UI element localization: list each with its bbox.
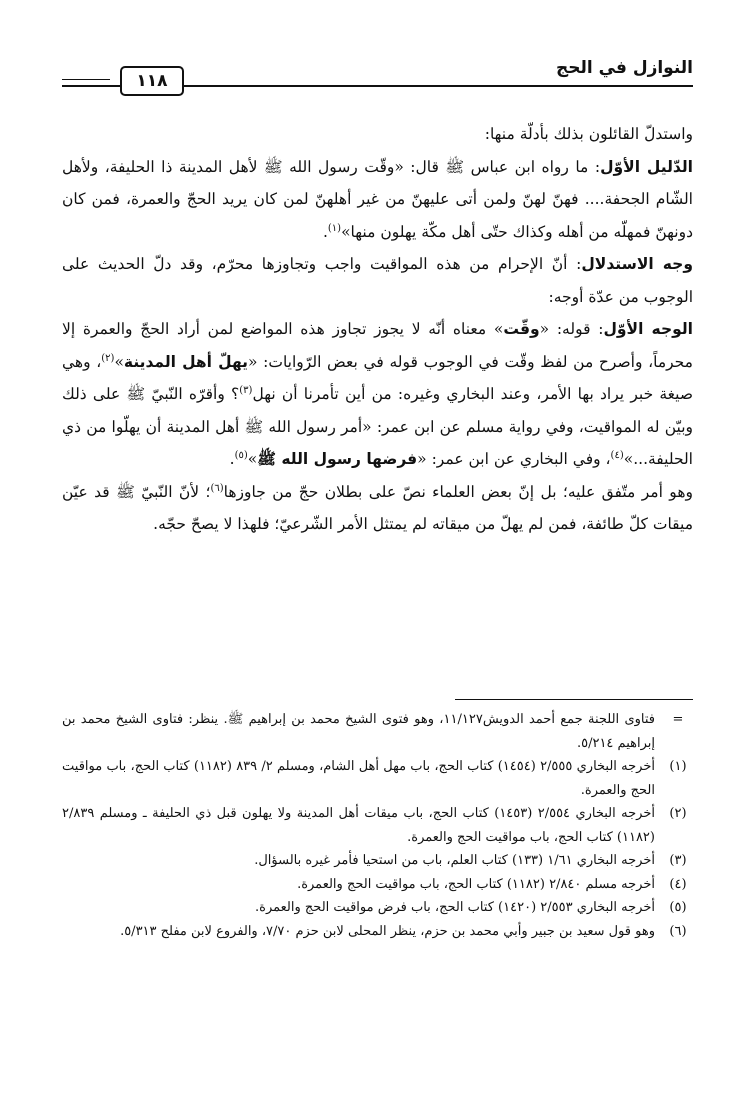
inference-text: : أنّ الإحرام من هذه المواقيت واجب وتجاوزها محرّم، وقد دلّ الحديث على الوجوب من عدّة أوجه: xyxy=(62,255,693,306)
first-evidence-paragraph xyxy=(62,151,693,249)
main-text xyxy=(62,118,693,541)
first-aspect-paragraph xyxy=(62,313,693,476)
first-aspect-text-b: » معناه أنّه لا يجوز تجاوز هذه المواضع لمن أراد الحجّ والعمرة إلا محرماً، وأصرح من لفظ وقّت في الوجوب قوله في بعض الرّوايات: « xyxy=(62,320,693,371)
footnote-text: أخرجه البخاري ٢/٥٥٣ (١٤٢٠) كتاب الحج، باب فرض مواقيت الحج والعمرة. xyxy=(255,900,655,915)
footnote-mark: (٦) xyxy=(669,923,687,939)
quoted-phrase-faradaha: فرضها رسول الله ﷺ xyxy=(257,450,418,468)
evidence-label: الدّليل الأوّل xyxy=(600,157,693,176)
footnote-text: فتاوى اللجنة جمع أحمد الدويش١١/١٢٧، وهو فتوى الشيخ محمد بن إبراهيم ﷺ. ينظر: فتاوى الشيخ محمد بن إبراهيم ٥/٢١٤. xyxy=(62,712,655,751)
footnote-2 xyxy=(62,802,693,849)
footnote-mark: (٣) xyxy=(669,853,687,868)
footnote-text: أخرجه البخاري ٢/٥٥٥ (١٤٥٤) كتاب الحج، باب مهل أهل الشام، ومسلم ٢/ ٨٣٩ (١١٨٢) كتاب الحج، باب مواقيت الحج والعمرة. xyxy=(62,759,655,798)
first-aspect-text-e: ؟ وأقرّه النّبيّ ﷺ على ذلك وبيّن له المواقيت، وفي رواية مسلم عن ابن عمر: «أمر رسول الله ﷺ أهل المدينة أن يهلّوا من ذي الحليفة...» xyxy=(62,385,693,468)
footnote-ref-5[interactable]: (٥) xyxy=(234,449,248,461)
first-aspect-label: الوجه الأوّل xyxy=(603,320,693,338)
footnotes xyxy=(62,708,693,943)
footnote-mark: = xyxy=(672,712,684,727)
evidence-end: . xyxy=(322,222,328,241)
footnote-text: أخرجه البخاري ٢/٥٥٤ (١٤٥٣) كتاب الحج، باب ميقات أهل المدينة ولا يهلون قبل ذي الحليفة ـ ومسلم ٢/٨٣٩ (١١٨٢) كتاب الحج، باب مواقيت الحج والعمرة. xyxy=(62,806,655,845)
quoted-phrase-yuhillu: يهلّ أهل المدينة xyxy=(123,352,248,371)
inference-paragraph xyxy=(62,248,693,313)
consensus-text-b: ؛ لأنّ النّبيّ ﷺ قد عيّن ميقات كلّ طائفة، فمن لم يهلّ من ميقاته لم يمتثل الأمر الشّرعيّ؛ فلهذا لا يصحّ حجّه. xyxy=(62,482,693,533)
footnote-4 xyxy=(62,873,693,897)
first-aspect-text-f: ، وفي البخاري عن ابن عمر: « xyxy=(417,450,611,468)
inference-label: وجه الاستدلال xyxy=(581,255,693,273)
footnote-mark: (٥) xyxy=(669,900,687,915)
first-aspect-text-h: . xyxy=(229,450,235,468)
footnote-mark: (٤) xyxy=(669,876,687,892)
footnote-text: أخرجه البخاري ١/٦١ (١٣٣) كتاب العلم، باب من استحيا فأمر غيره بالسؤال. xyxy=(254,853,655,868)
footnote-ref-2[interactable]: (٢) xyxy=(101,352,115,364)
first-aspect-text-a: : قوله: « xyxy=(539,320,604,338)
footnote-5 xyxy=(62,896,693,920)
first-aspect-text-c: » xyxy=(114,352,124,371)
footnote-text: وهو قول سعيد بن جبير وأبي محمد بن حزم، ينظر المحلى لابن حزم ٧/٧٠، والفروع لابن مفلح ٥/٣١٣. xyxy=(120,923,655,939)
footnote-mark: (٢) xyxy=(669,806,687,821)
quoted-word-waqqata: وقّت xyxy=(503,320,540,338)
footnote-6 xyxy=(62,920,693,944)
evidence-text: : ما رواه ابن عباس ﷺ قال: «وقّت رسول الله ﷺ لأهل المدينة ذا الحليفة، ولأهل الشّام الجحفة.... فهنّ لهنّ ولمن أتى عليهنّ من غير أهلهنّ لمن كان يريد الحجّ والعمرة، فمن كان دونهنّ فمهلّه من أهله وكذاك حتّى أهل مكّة يهلون منها» xyxy=(62,157,693,241)
footnote-1 xyxy=(62,755,693,802)
page-number: ١١٨ xyxy=(120,66,184,96)
footnote-ref-6[interactable]: (٦) xyxy=(210,482,224,494)
intro-text: واستدلّ القائلون بذلك بأدلّة منها: xyxy=(484,125,693,143)
first-aspect-text-g: » xyxy=(247,450,258,468)
first-aspect-text-d: ، وهي صيغة خبر يراد بها الأمر، وعند البخاري وغيره: من أين تأمرنا أن نهل xyxy=(62,352,693,403)
intro-paragraph xyxy=(62,118,693,151)
header-rule-short xyxy=(62,79,110,80)
running-title: النوازل في الحج xyxy=(555,58,693,78)
footnote-ref-4[interactable]: (٤) xyxy=(610,449,624,461)
footnote-3 xyxy=(62,849,693,873)
footnote-mark: (١) xyxy=(669,759,687,774)
page-header xyxy=(62,52,693,96)
footnote-text: أخرجه مسلم ٢/٨٤٠ (١١٨٢) كتاب الحج، باب مواقيت الحج والعمرة. xyxy=(297,876,655,892)
footnote-continued xyxy=(62,708,693,755)
consensus-text-a: وهو أمر متّفق عليه؛ بل إنّ بعض العلماء نصّ على بطلان حجّ من جاوزها xyxy=(223,482,693,501)
consensus-paragraph xyxy=(62,476,693,541)
footnote-ref-3[interactable]: (٣) xyxy=(239,384,253,396)
footnote-ref-1[interactable]: (١) xyxy=(327,222,342,234)
footnote-separator xyxy=(455,699,693,700)
